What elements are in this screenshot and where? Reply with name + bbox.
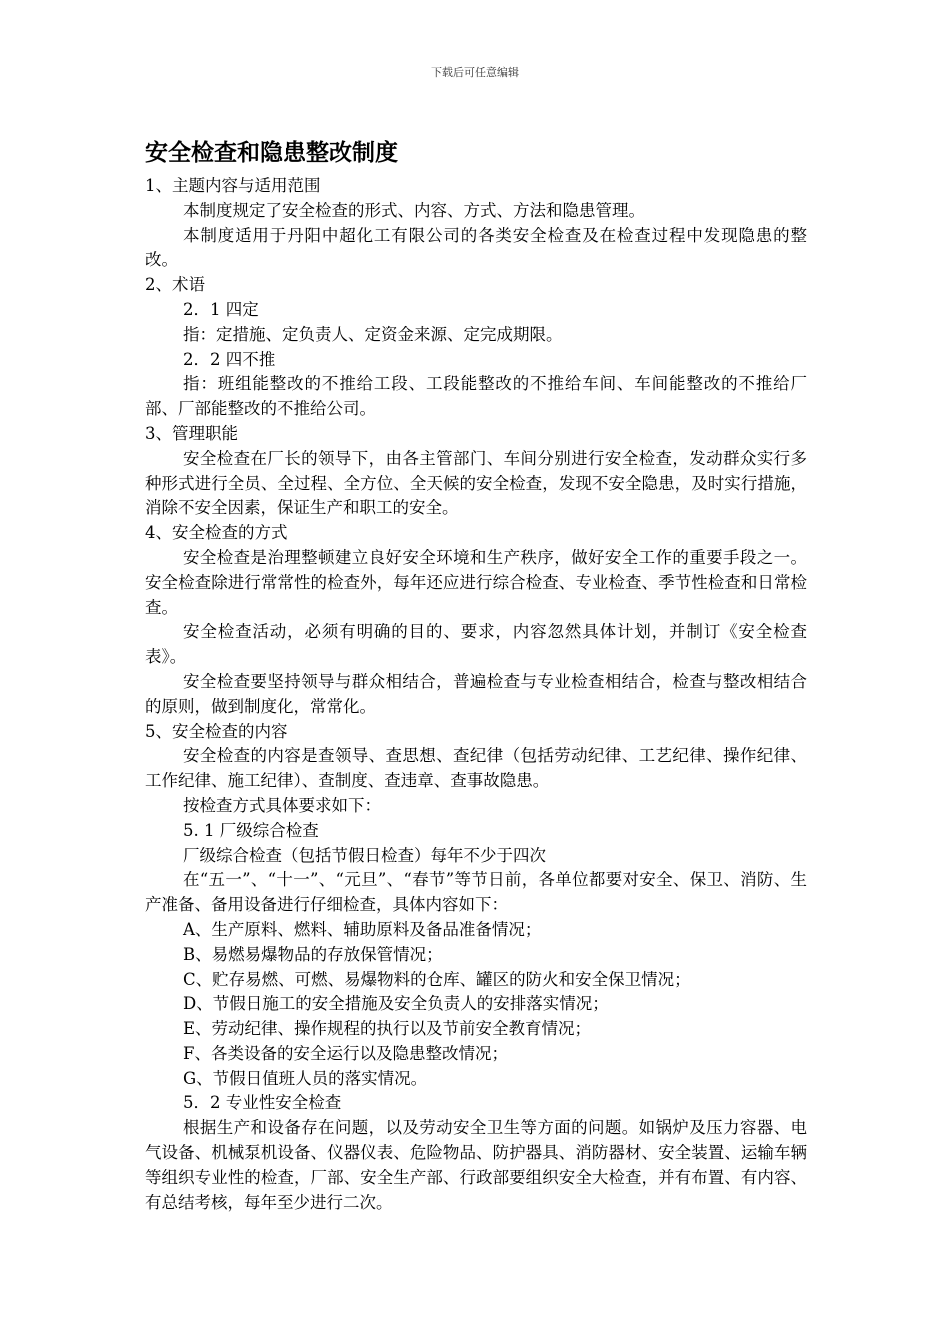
section-heading: 1、主题内容与适用范围 bbox=[145, 176, 321, 195]
body-paragraph: C、贮存易燃、可燃、易爆物料的仓库、罐区的防火和安全保卫情况； bbox=[183, 969, 691, 989]
body-paragraph: 指：定措施、定负责人、定资金来源、定完成期限。 bbox=[183, 324, 563, 344]
body-paragraph: 指：班组能整改的不推给工段、工段能整改的不推给车间、车间能整改的不推给厂部、厂部能整改的不推给公司。 bbox=[145, 374, 807, 419]
body-paragraph: B、易燃易爆物品的存放保管情况； bbox=[183, 944, 443, 964]
body-paragraph: 5．2 专业性安全检查 bbox=[183, 1093, 342, 1113]
body-paragraph: 2．2 四不推 bbox=[183, 349, 276, 369]
body-paragraph: 安全检查在厂长的领导下，由各主管部门、车间分别进行安全检查，发动群众实行多种形式进行全员、全过程、全方位、全天候的安全检查，发现不安全隐患，及时实行措施，消除不安全因素，保证生产和职工的安全。 bbox=[145, 448, 807, 518]
section-heading: 3、管理职能 bbox=[145, 423, 238, 443]
section-heading: 5、安全检查的内容 bbox=[145, 721, 288, 741]
body-paragraph: D、节假日施工的安全措施及安全负责人的安排落实情况； bbox=[183, 994, 609, 1014]
body-paragraph: 安全检查的内容是查领导、查思想、查纪律（包括劳动纪律、工艺纪律、操作纪律、工作纪律、施工纪律）、查制度、查违章、查事故隐患。 bbox=[145, 746, 807, 791]
body-paragraph: 安全检查活动，必须有明确的目的、要求，内容忽然具体计划，并制订《安全检查表》。 bbox=[145, 622, 807, 667]
body-paragraph: F、各类设备的安全运行以及隐患整改情况； bbox=[183, 1043, 508, 1063]
body-paragraph: 安全检查要坚持领导与群众相结合，普遍检查与专业检查相结合，检查与整改相结合的原则，做到制度化，常常化。 bbox=[145, 671, 807, 716]
document-title: 安全检查和隐患整改制度 bbox=[145, 140, 398, 166]
body-paragraph: 本制度规定了安全检查的形式、内容、方式、方法和隐患管理。 bbox=[183, 200, 645, 220]
body-paragraph: G、节假日值班人员的落实情况。 bbox=[183, 1068, 428, 1088]
body-paragraph: A、生产原料、燃料、辅助原料及备品准备情况； bbox=[183, 919, 542, 939]
section-heading: 2、术语 bbox=[145, 275, 205, 295]
body-paragraph: 根据生产和设备存在问题，以及劳动安全卫生等方面的问题。如锅炉及压力容器、电气设备、机械泵机设备、仪器仪表、危险物品、防护器具、消防器材、安全装置、运输车辆等组织专业性的检查，厂部、安全生产部、行政部要组织安全大检查，并有布置、有内容、有总结考核，每年至少进行二次。 bbox=[145, 1118, 807, 1212]
body-paragraph: 5. 1 厂级综合检查 bbox=[183, 820, 319, 840]
body-paragraph: 在“五一”、“十一”、“元旦”、“春节”等节日前，各单位都要对安全、保卫、消防、生产准备、备用设备进行仔细检查，具体内容如下： bbox=[145, 870, 807, 915]
body-paragraph: 安全检查是治理整顿建立良好安全环境和生产秩序，做好安全工作的重要手段之一。安全检查除进行常常性的检查外，每年还应进行综合检查、专业检查、季节性检查和日常检查。 bbox=[145, 547, 807, 617]
body-paragraph: 2．1 四定 bbox=[183, 299, 259, 319]
body-paragraph: 本制度适用于丹阳中超化工有限公司的各类安全检查及在检查过程中发现隐患的整改。 bbox=[145, 225, 807, 270]
body-paragraph: E、劳动纪律、操作规程的执行以及节前安全教育情况； bbox=[183, 1019, 592, 1039]
body-paragraph: 厂级综合检查（包括节假日检查）每年不少于四次 bbox=[183, 845, 546, 865]
header-note: 下载后可任意编辑 bbox=[431, 66, 519, 79]
section-heading: 4、安全检查的方式 bbox=[145, 523, 288, 543]
body-paragraph: 按检查方式具体要求如下： bbox=[183, 795, 381, 815]
document-body bbox=[145, 174, 807, 1215]
